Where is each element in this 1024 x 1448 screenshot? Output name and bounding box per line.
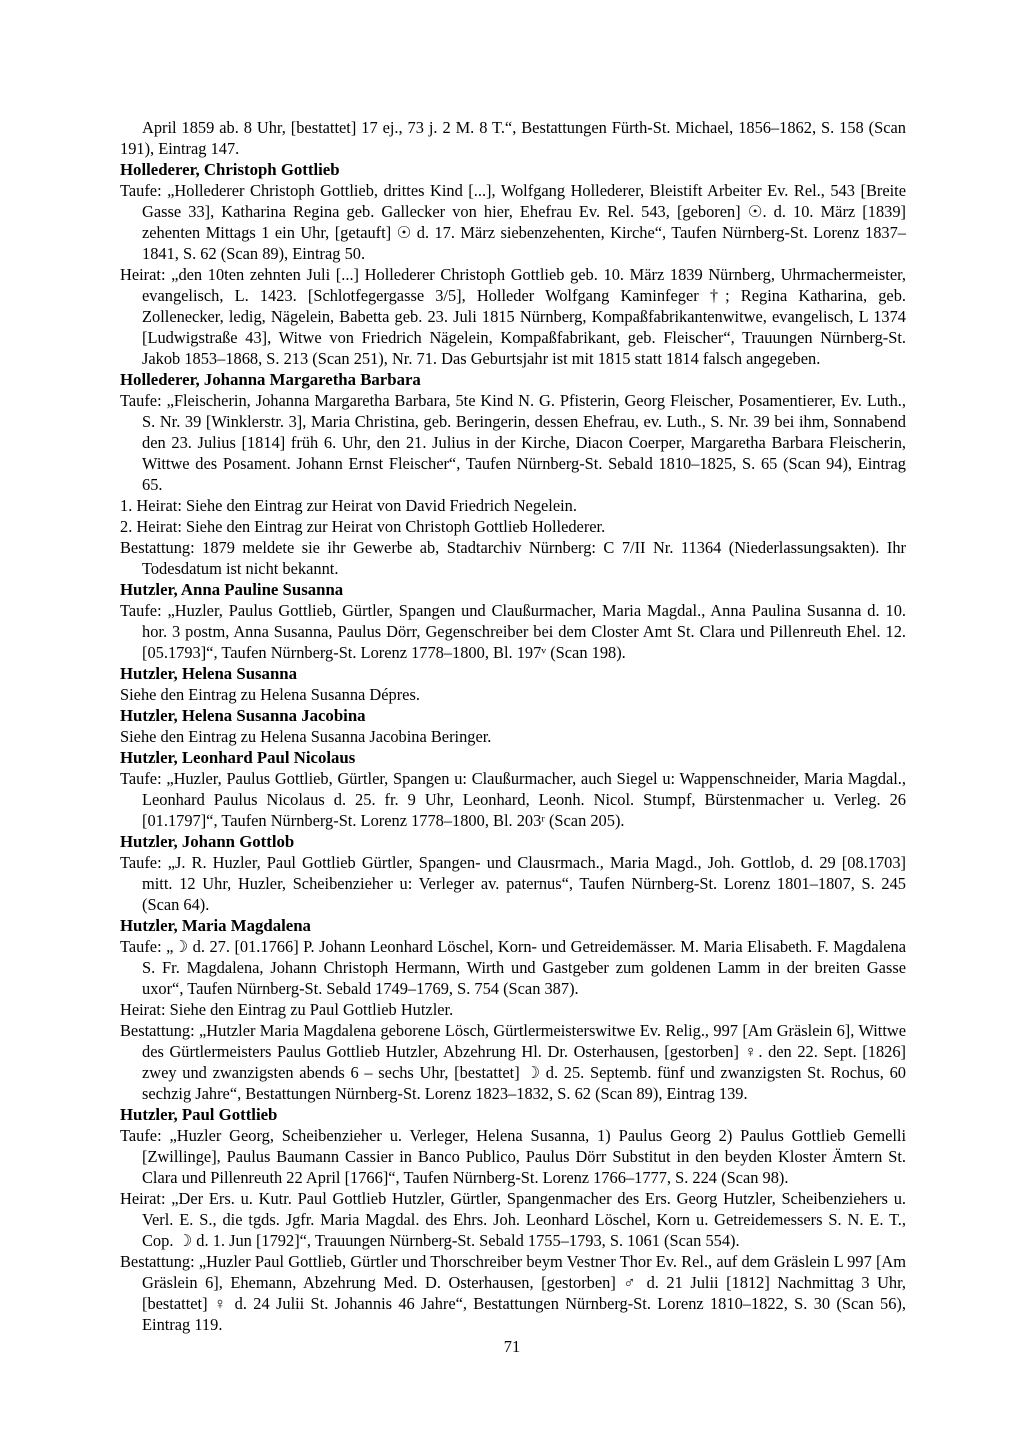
entry-heading: Hollederer, Johanna Margaretha Barbara (120, 370, 421, 389)
entry-paragraph: Bestattung: 1879 meldete sie ihr Gewerbe ab, Stadtarchiv Nürnberg: C 7/II Nr. 11364 (Niederlassungsakten). Ihr Todesdatum ist nicht bekannt. (120, 538, 906, 578)
document-page (120, 117, 906, 1335)
entry-paragraph: 1. Heirat: Siehe den Eintrag zur Heirat von David Friedrich Negelein. (120, 496, 577, 515)
entry-paragraph: 2. Heirat: Siehe den Eintrag zur Heirat von Christoph Gottlieb Hollederer. (120, 517, 606, 536)
entries-list (120, 159, 906, 1335)
entry-heading: Hutzler, Johann Gottlob (120, 832, 295, 851)
entry-paragraph: Taufe: „J. R. Huzler, Paul Gottlieb Gürtler, Spangen- und Clausrmach., Maria Magd., Joh. Gottlob, d. 29 [08.1703] mitt. 12 Uhr, Huzler, Scheibenzieher u: Verleger av. paternus“, Taufen Nürnberg-St. Lorenz 1801–1807, S. 245 (Scan 64). (120, 853, 906, 914)
entry-paragraph: Taufe: „☽ d. 27. [01.1766] P. Johann Leonhard Löschel, Korn- und Getreidemässer. M. Maria Elisabeth. F. Magdalena S. Fr. Magdalena, Johann Christoph Hermann, Wirth und Gastgeber zum goldenen Lamm in der breiten Gasse uxor“, Taufen Nürnberg-St. Sebald 1749–1769, S. 754 (Scan 387). (120, 937, 906, 998)
entry-heading: Hutzler, Helena Susanna (120, 664, 298, 683)
entry-heading: Hutzler, Leonhard Paul Nicolaus (120, 748, 356, 767)
entry-paragraph: Taufe: „Huzler, Paulus Gottlieb, Gürtler, Spangen u: Claußurmacher, auch Siegel u: Wappenschneider, Maria Magdal., Leonhard Paulus Nicolaus d. 25. fr. 9 Uhr, Leonhard, Leonh. Nicol. Stumpf, Bürstenmacher u. Verleg. 26 [01.1797]“, Taufen Nürnberg-St. Lorenz 1778–1800, Bl. 203ʳ (Scan 205). (120, 769, 906, 830)
entry-paragraph: Taufe: „Huzler Georg, Scheibenzieher u. Verleger, Helena Susanna, 1) Paulus Georg 2) Paulus Gottlieb Gemelli [Zwillinge], Paulus Baumann Cassier in Banco Publico, Paulus Dörr Substitut in den beyden Kloster Ämtern St. Clara und Pillenreuth 22 April [1766]“, Taufen Nürnberg-St. Lorenz 1766–1777, S. 224 (Scan 98). (120, 1126, 906, 1187)
entry-paragraph: Bestattung: „Hutzler Maria Magdalena geborene Lösch, Gürtlermeisterswitwe Ev. Relig., 997 [Am Gräslein 6], Wittwe des Gürtlermeisters Paulus Gottlieb Hutzler, Abzehrung Hl. Dr. Osterhausen, [gestorben] ♀. den 22. Sept. [1826] zwey und zwanzigsten abends 6 – sechs Uhr, [bestattet] ☽ d. 25. Septemb. fünf und zwanzigsten St. Rochus, 60 sechzig Jahre“, Bestattungen Nürnberg-St. Lorenz 1823–1832, S. 62 (Scan 89), Eintrag 139. (120, 1021, 906, 1103)
entry-paragraph: Heirat: Siehe den Eintrag zu Paul Gottlieb Hutzler. (120, 1000, 454, 1019)
continued-entry-text: April 1859 ab. 8 Uhr, [bestattet] 17 ej., 73 j. 2 M. 8 T.“, Bestattungen Fürth-St. Michael, 1856–1862, S. 158 (Scan 191), Eintrag 147. (120, 118, 906, 158)
page-number: 71 (503, 1337, 521, 1356)
entry-paragraph: Siehe den Eintrag zu Helena Susanna Jacobina Beringer. (120, 727, 492, 746)
entry-paragraph: Heirat: „den 10ten zehnten Juli [...] Hollederer Christoph Gottlieb geb. 10. März 1839 Nürnberg, Uhrmachermeister, evangelisch, L. 1423. [Schlotfegergasse 3/5], Holleder Wolfgang Kaminfeger †; Regina Katharina, geb. Zollenecker, ledig, Nägelein, Babetta geb. 23. Juli 1815 Nürnberg, Kompaßfabrikantenwitwe, evangelisch, L 1374 [Ludwigstraße 43], Witwe von Friedrich Nägelein, Kompaßfabrikant, geb. Fleischer“, Trauungen Nürnberg-St. Jakob 1853–1868, S. 213 (Scan 251), Nr. 71. Das Geburtsjahr ist mit 1815 statt 1814 falsch angegeben. (120, 265, 906, 368)
entry-heading: Hutzler, Maria Magdalena (120, 916, 311, 935)
entry-paragraph: Taufe: „Fleischerin, Johanna Margaretha Barbara, 5te Kind N. G. Pfisterin, Georg Fleischer, Posamentierer, Ev. Luth., S. Nr. 39 [Winklerstr. 3], Maria Christina, geb. Beringerin, dessen Ehefrau, ev. Luth., S. Nr. 39 bei ihm, Sonnabend den 23. Julius [1814] früh 6. Uhr, den 21. Julius in der Kirche, Diacon Coerper, Margaretha Barbara Fleischerin, Wittwe des Posament. Johann Ernst Fleischer“, Taufen Nürnberg-St. Sebald 1810–1825, S. 65 (Scan 94), Eintrag 65. (120, 391, 906, 494)
entry-heading: Hollederer, Christoph Gottlieb (120, 160, 340, 179)
entry-paragraph: Bestattung: „Huzler Paul Gottlieb, Gürtler und Thorschreiber beym Vestner Thor Ev. Rel., auf dem Gräslein L 997 [Am Gräslein 6], Ehemann, Abzehrung Med. D. Osterhausen, [gestorben] ♂ d. 21 Julii [1812] Nachmittag 3 Uhr, [bestattet] ♀ d. 24 Julii St. Johannis 46 Jahre“, Bestattungen Nürnberg-St. Lorenz 1810–1822, S. 30 (Scan 56), Eintrag 119. (120, 1252, 906, 1334)
entry-paragraph: Taufe: „Hollederer Christoph Gottlieb, drittes Kind [...], Wolfgang Hollederer, Bleistift Arbeiter Ev. Rel., 543 [Breite Gasse 33], Katharina Regina geb. Gallecker von hier, Ehefrau Ev. Rel. 543, [geboren] ☉. d. 10. März [1839] zehenten Mittags 1 ein Uhr, [getauft] ☉ d. 17. März siebenzehenten, Kirche“, Taufen Nürnberg-St. Lorenz 1837–1841, S. 62 (Scan 89), Eintrag 50. (120, 181, 906, 263)
entry-paragraph: Siehe den Eintrag zu Helena Susanna Dépres. (120, 685, 420, 704)
entry-heading: Hutzler, Helena Susanna Jacobina (120, 706, 366, 725)
entry-heading: Hutzler, Paul Gottlieb (120, 1105, 278, 1124)
entry-paragraph: Heirat: „Der Ers. u. Kutr. Paul Gottlieb Hutzler, Gürtler, Spangenmacher des Ers. Georg Hutzler, Scheibenziehers u. Verl. E. S., die tgds. Jgfr. Maria Magdal. des Ehrs. Joh. Leonhard Löschel, Korn u. Getreidemessers S. N. E. T., Cop. ☽ d. 1. Jun [1792]“, Trauungen Nürnberg-St. Sebald 1755–1793, S. 1061 (Scan 554). (120, 1189, 906, 1250)
entry-paragraph: Taufe: „Huzler, Paulus Gottlieb, Gürtler, Spangen und Claußurmacher, Maria Magdal., Anna Paulina Susanna d. 10. hor. 3 postm, Anna Susanna, Paulus Dörr, Gegenschreiber bei dem Closter Amt St. Clara und Pillenreuth Ehel. 12. [05.1793]“, Taufen Nürnberg-St. Lorenz 1778–1800, Bl. 197ᵛ (Scan 198). (120, 601, 906, 662)
entry-heading: Hutzler, Anna Pauline Susanna (120, 580, 344, 599)
